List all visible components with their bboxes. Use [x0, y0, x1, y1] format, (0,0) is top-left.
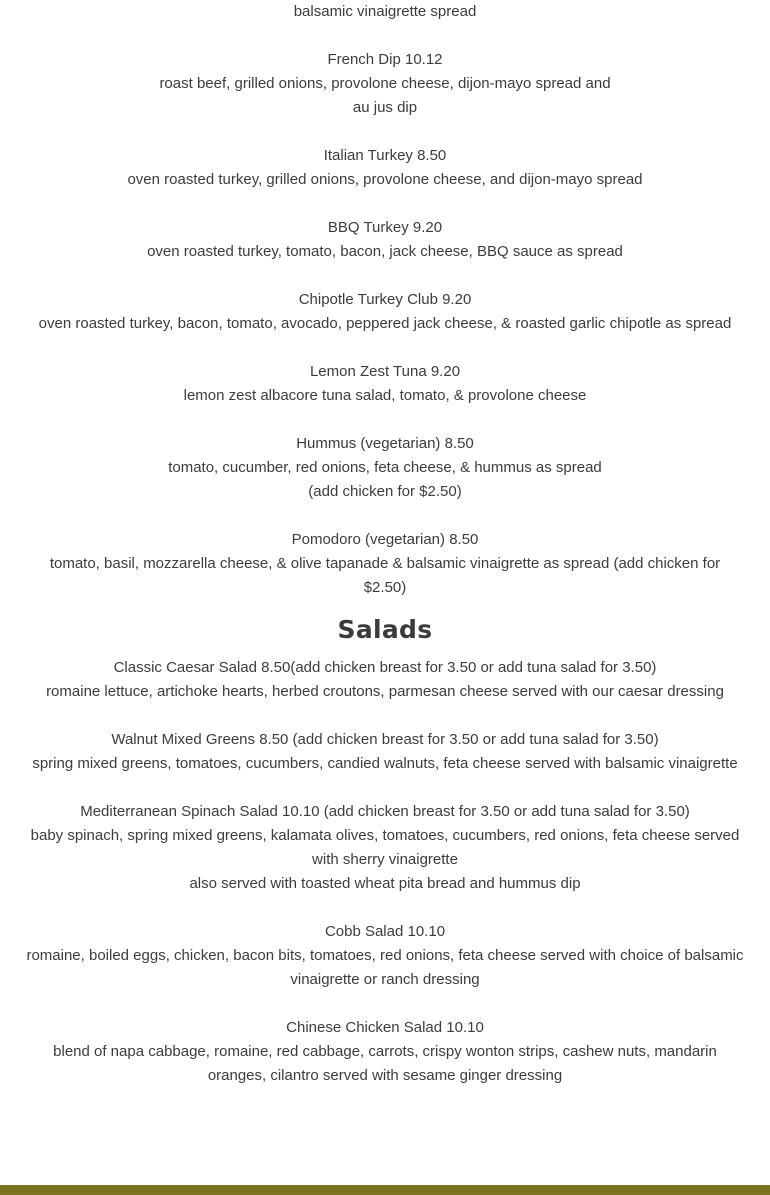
- menu-item-pomodoro: [0, 528, 770, 600]
- item-description-line: roast beef, grilled onions, provolone cheese, dijon-mayo spread and: [159, 75, 611, 92]
- item-description-line: romaine, boiled eggs, chicken, bacon bits, tomatoes, red onions, feta cheese served with choice of balsamic: [26, 947, 744, 964]
- item-description-line: au jus dip: [352, 99, 418, 116]
- description-line: balsamic vinaigrette spread: [293, 3, 477, 20]
- item-name-price: Italian Turkey 8.50: [323, 147, 447, 164]
- item-description-line: also served with toasted wheat pita bread and hummus dip: [189, 875, 581, 892]
- item-description-line: blend of napa cabbage, romaine, red cabbage, carrots, crispy wonton strips, cashew nuts, mandarin: [53, 1043, 717, 1060]
- item-description-line: tomato, basil, mozzarella cheese, & olive tapanade & balsamic vinaigrette as spread (add chicken for: [49, 555, 721, 572]
- menu-item-cobb-salad: [0, 920, 770, 992]
- menu-item-lemon-zest-tuna: [0, 360, 770, 408]
- item-name-price: Lemon Zest Tuna 9.20: [309, 363, 461, 380]
- item-name-price: Classic Caesar Salad 8.50(add chicken breast for 3.50 or add tuna salad for 3.50): [113, 659, 657, 676]
- item-name-price: Walnut Mixed Greens 8.50 (add chicken breast for 3.50 or add tuna salad for 3.50): [111, 731, 659, 748]
- menu-item-mediterranean-spinach: [0, 800, 770, 896]
- salad-list: [0, 656, 770, 1088]
- item-name-price: Pomodoro (vegetarian) 8.50: [291, 531, 479, 548]
- item-description-line: oven roasted turkey, grilled onions, provolone cheese, and dijon-mayo spread: [127, 171, 643, 188]
- item-name-price: Chinese Chicken Salad 10.10: [286, 1019, 484, 1036]
- menu-item-chipotle-turkey-club: [0, 288, 770, 336]
- item-description-line: tomato, cucumber, red onions, feta cheese, & hummus as spread: [168, 459, 602, 476]
- item-name-price: Mediterranean Spinach Salad 10.10 (add chicken breast for 3.50 or add tuna salad for 3.50): [80, 803, 690, 820]
- menu-item-walnut-mixed-greens: [0, 728, 770, 776]
- sandwich-list: [0, 48, 770, 600]
- item-description-line: oven roasted turkey, bacon, tomato, avocado, peppered jack cheese, & roasted garlic chipotle as spread: [38, 315, 732, 332]
- item-description-line: oven roasted turkey, tomato, bacon, jack cheese, BBQ sauce as spread: [147, 243, 623, 260]
- menu-item-bbq-turkey: [0, 216, 770, 264]
- item-description-line: lemon zest albacore tuna salad, tomato, & provolone cheese: [183, 387, 587, 404]
- item-name-price: Cobb Salad 10.10: [324, 923, 446, 940]
- section-title-salads: Salads: [337, 615, 433, 644]
- footer-bar: [0, 1185, 770, 1195]
- item-description-line: baby spinach, spring mixed greens, kalamata olives, tomatoes, cucumbers, red onions, feta cheese served: [30, 827, 740, 844]
- menu-item-hummus: [0, 432, 770, 504]
- item-name-price: French Dip 10.12: [327, 51, 443, 68]
- menu-item-chinese-chicken-salad: [0, 1016, 770, 1088]
- item-description-line: spring mixed greens, tomatoes, cucumbers, candied walnuts, feta cheese served with balsamic vinaigrette: [32, 755, 738, 772]
- menu-item-italian-turkey: [0, 144, 770, 192]
- menu-text-fragment: [0, 0, 770, 24]
- item-name-price: Hummus (vegetarian) 8.50: [296, 435, 474, 452]
- item-description-line: vinaigrette or ranch dressing: [290, 971, 480, 988]
- item-description-line: romaine lettuce, artichoke hearts, herbed croutons, parmesan cheese served with our caesar dressing: [46, 683, 724, 700]
- item-name-price: Chipotle Turkey Club 9.20: [298, 291, 472, 308]
- item-description-line: (add chicken for $2.50): [308, 483, 462, 500]
- item-name-price: BBQ Turkey 9.20: [327, 219, 443, 236]
- menu-item-classic-caesar: [0, 656, 770, 704]
- item-description-line: with sherry vinaigrette: [312, 851, 458, 868]
- item-description-line: $2.50): [363, 579, 407, 596]
- item-description-line: oranges, cilantro served with sesame ginger dressing: [207, 1067, 563, 1084]
- menu-item-french-dip: [0, 48, 770, 120]
